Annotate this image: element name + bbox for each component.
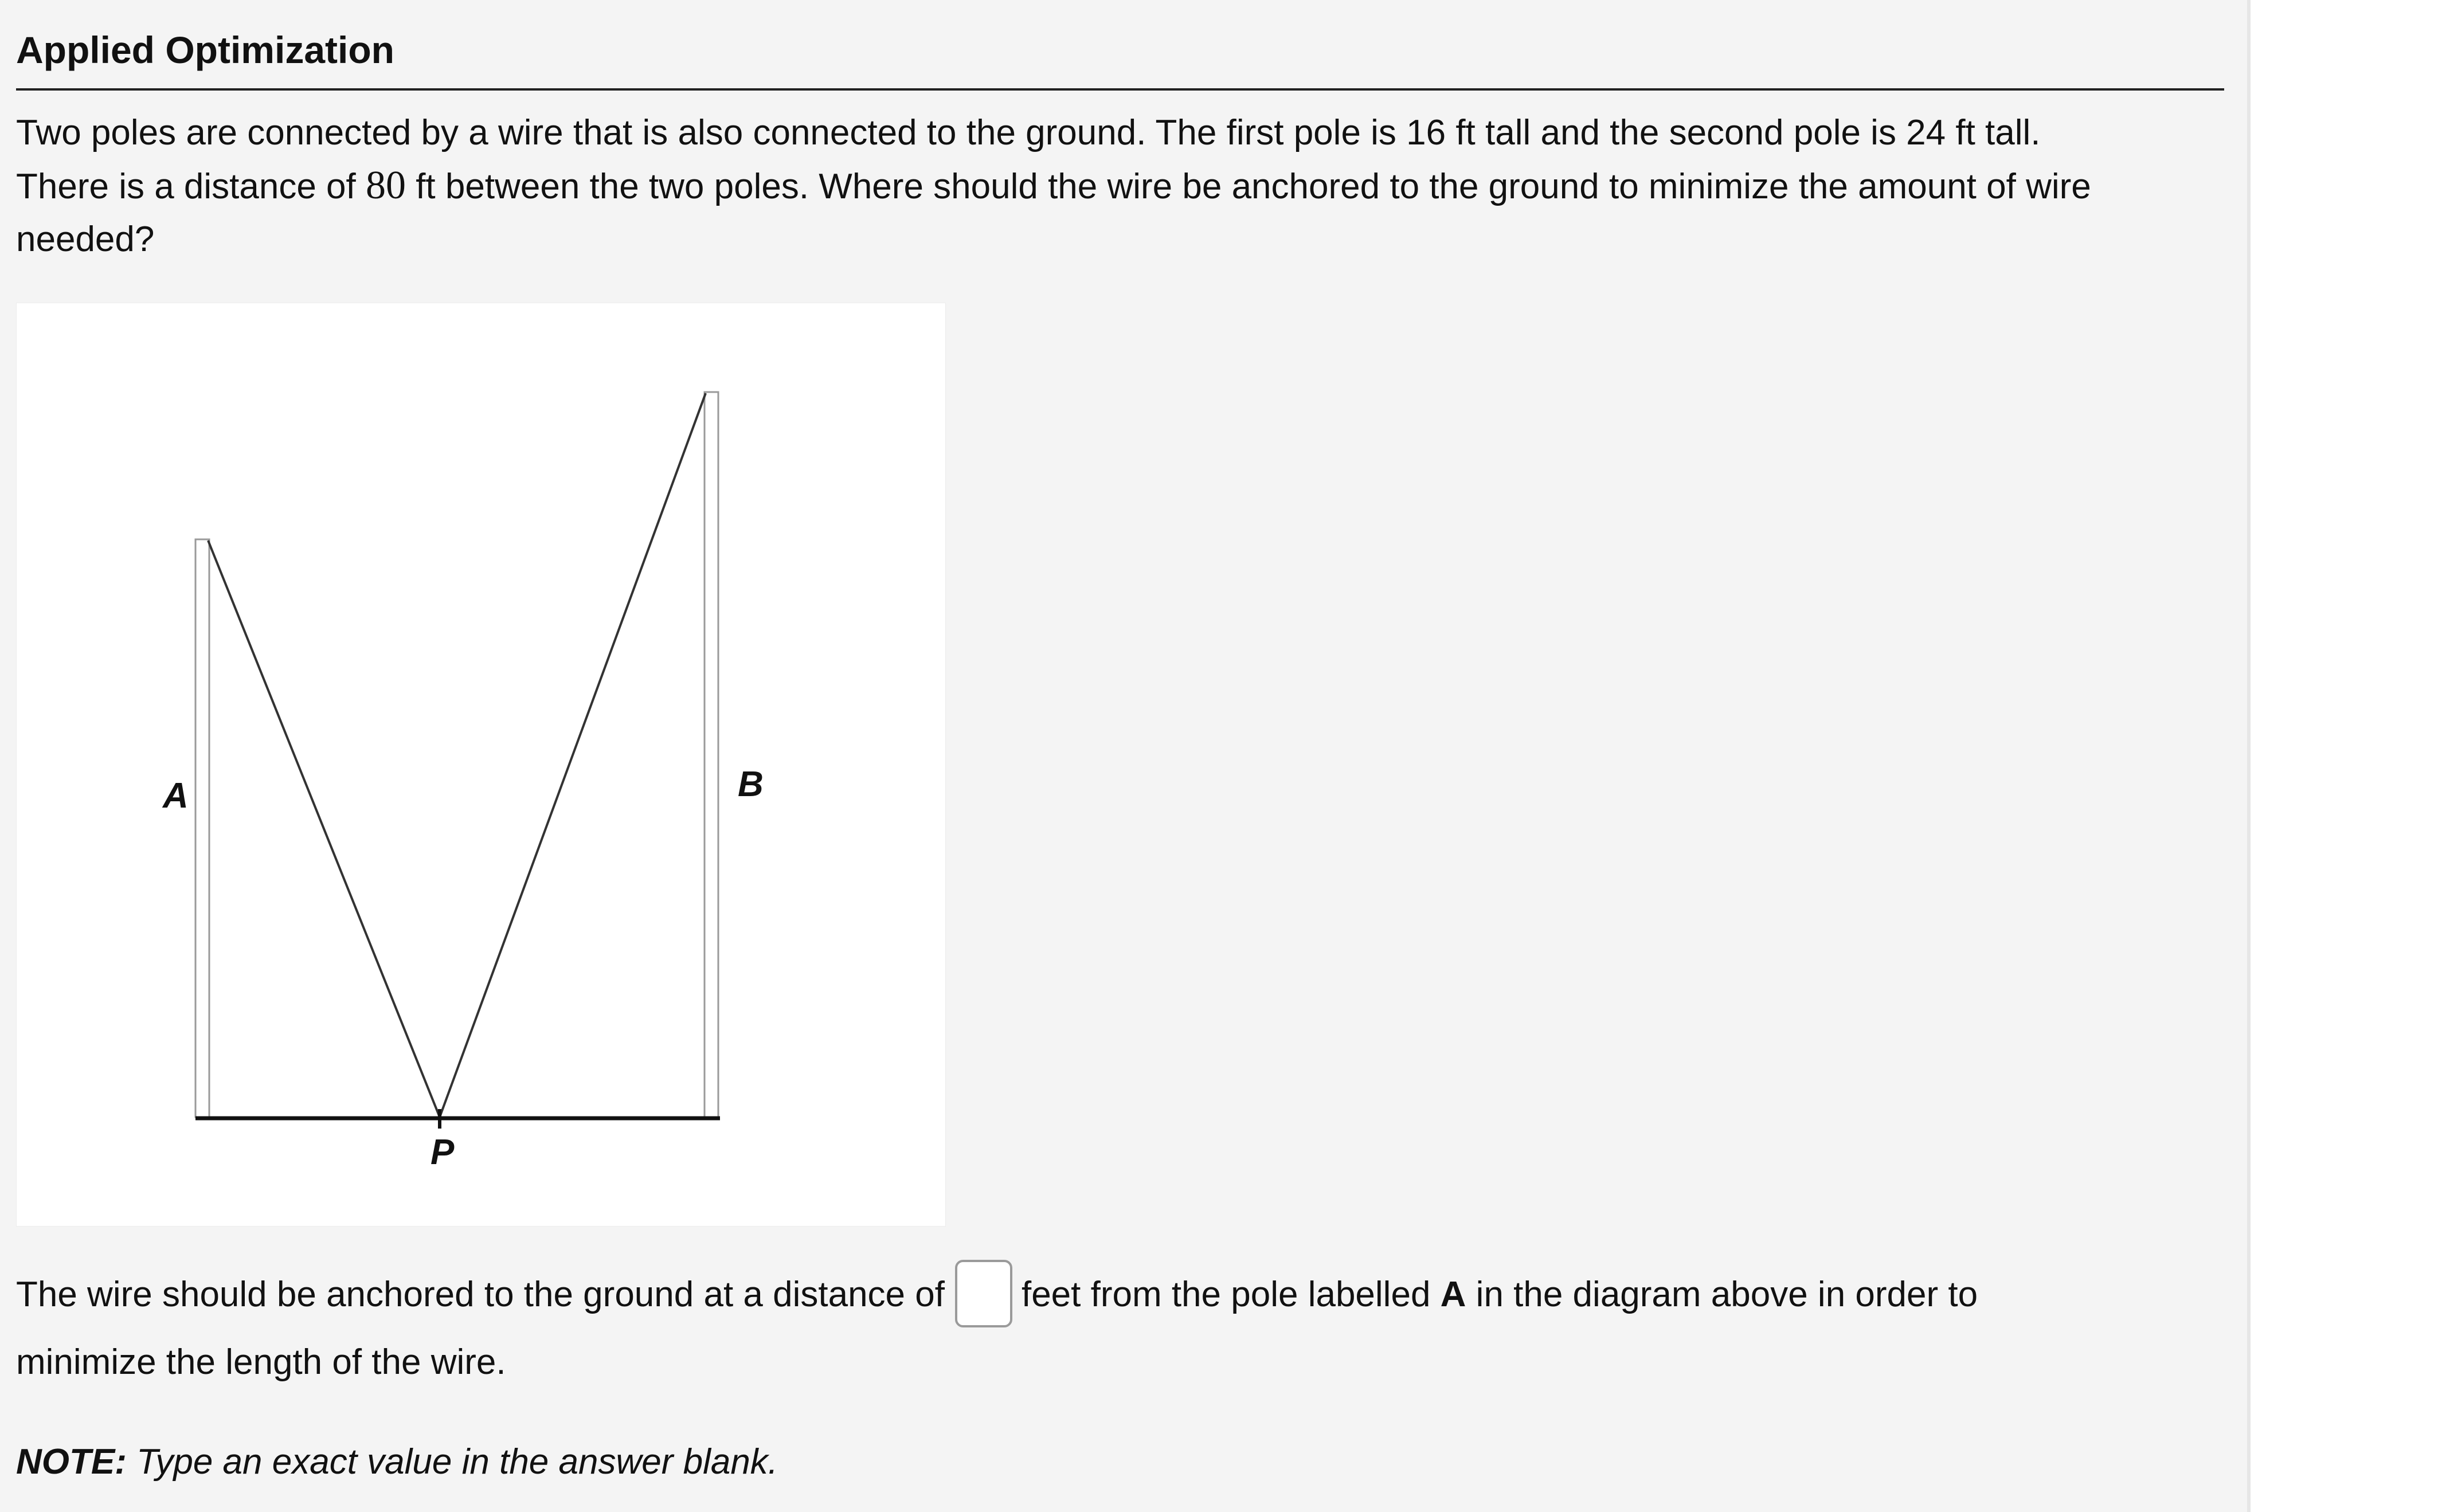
problem-line-2-end: ft between the two poles. Where should the wire be anchored to the ground to minimize the amount of wire — [405, 167, 2091, 206]
label-p: P — [431, 1133, 455, 1172]
answer-line-1 — [16, 1261, 2224, 1329]
note — [16, 1436, 778, 1488]
distance-value: 80 — [365, 163, 406, 207]
pole-b — [705, 392, 718, 1117]
note-label: NOTE: — [16, 1442, 127, 1482]
label-b: B — [738, 765, 764, 804]
wire-segment-b — [440, 393, 706, 1117]
problem-line-2 — [16, 159, 2224, 213]
wire-segment-a — [208, 540, 440, 1117]
pole-diagram — [16, 303, 946, 1227]
note-text: Type an exact value in the answer blank. — [126, 1442, 778, 1482]
section-title: Applied Optimization — [16, 29, 394, 71]
panel-edge — [2247, 0, 2251, 1512]
label-a: A — [163, 776, 189, 816]
answer-line-2: minimize the length of the wire. — [16, 1342, 506, 1382]
title-divider — [16, 88, 2224, 91]
answer-input[interactable] — [955, 1260, 1012, 1327]
answer-text-before: The wire should be anchored to the ground at a distance of — [16, 1275, 945, 1314]
answer-prompt — [16, 1261, 2224, 1396]
pole-label-a: A — [1440, 1275, 1466, 1314]
pole-a — [195, 539, 209, 1117]
problem-line-2-start: There is a distance of — [16, 167, 366, 206]
problem-statement — [16, 107, 2224, 266]
answer-text-after: feet from the pole labelled — [1021, 1275, 1441, 1314]
problem-line-1: Two poles are connected by a wire that is also connected to the ground. The first pole is 16 ft tall and the second pole is 24 ft tall. — [16, 113, 2041, 152]
problem-line-3: needed? — [16, 220, 155, 259]
answer-text-after-2: in the diagram above in order to — [1466, 1275, 1978, 1314]
pole-diagram-svg — [17, 303, 945, 1226]
